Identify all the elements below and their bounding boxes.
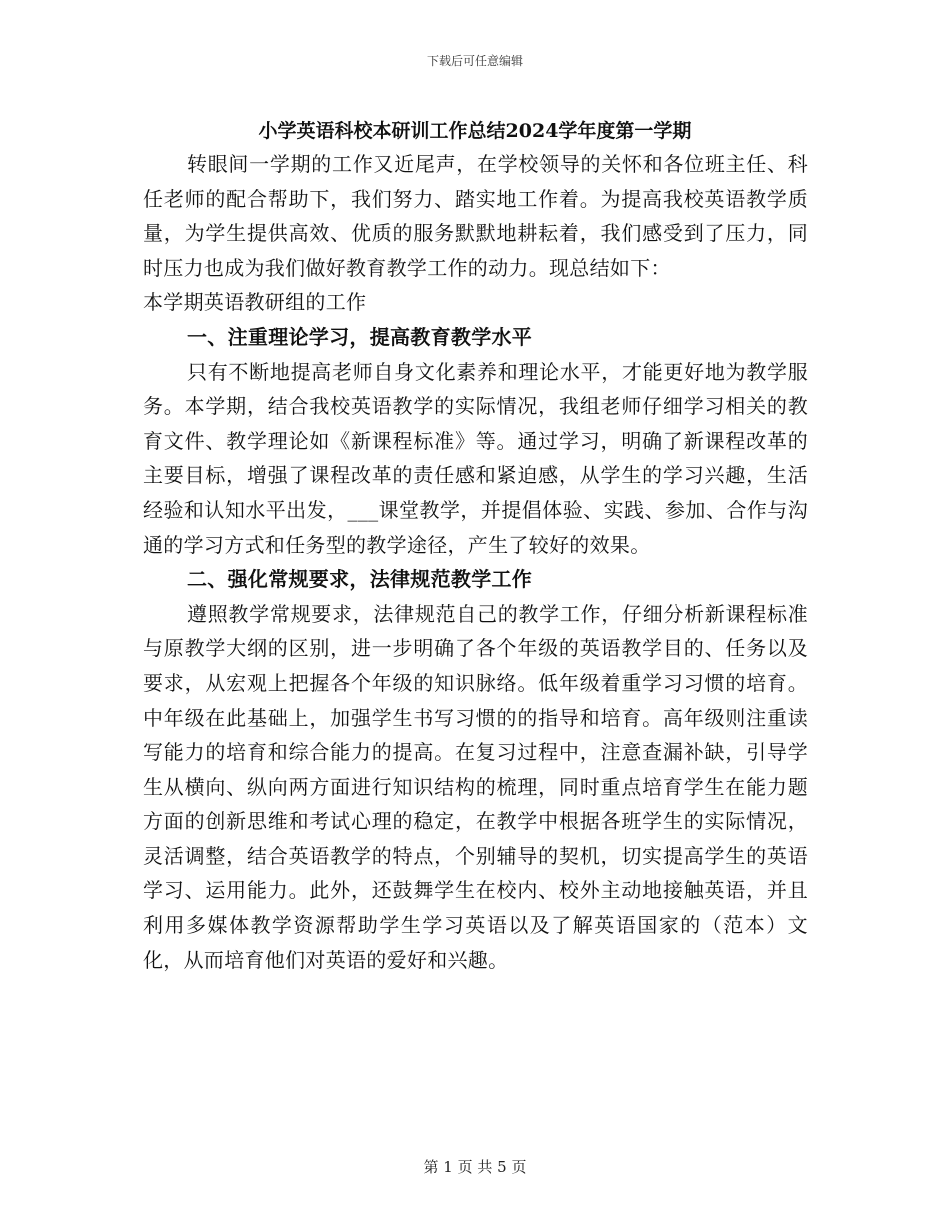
page-footer: 第 1 页 共 5 页	[423, 1158, 527, 1176]
document-title: 小学英语科校本研训工作总结2024学年度第一学期	[258, 120, 692, 142]
intro-tail-paragraph: 本学期英语教研组的工作	[143, 290, 367, 315]
header-note: 下载后可任意编辑	[426, 54, 523, 68]
document-body	[143, 147, 808, 977]
section-heading-1: 一、注重理论学习，提高教育教学水平	[187, 324, 533, 349]
section-2-paragraph: 遵照教学常规要求，法律规范自己的教学工作，仔细分析新课程标准与原教学大纲的区别，进一步明确了各个年级的英语教学目的、任务以及要求，从宏观上把握各个年级的知识脉络。低年级着重学习习惯的培育。中年级在此基础上，加强学生书写习惯的的指导和培育。高年级则注重读写能力的培育和综合能力的提高。在复习过程中，注意查漏补缺，引导学生从横向、纵向两方面进行知识结构的梳理，同时重点培育学生在能力题方面的创新思维和考试心理的稳定，在教学中根据各班学生的实际情况，灵活调整，结合英语教学的特点，个别辅导的契机，切实提高学生的英语学习、运用能力。此外，还鼓舞学生在校内、校外主动地接触英语，并且利用多媒体教学资源帮助学生学习英语以及了解英语国家的（范本）文化，从而培育他们对英语的爱好和兴趣。	[143, 601, 808, 972]
section-1-paragraph: 只有不断地提高老师自身文化素养和理论水平，才能更好地为教学服务。本学期，结合我校英语教学的实际情况，我组老师仔细学习相关的教育文件、教学理论如《新课程标准》等。通过学习，明确了新课程改革的主要目标，增强了课程改革的责任感和紧迫感，从学生的学习兴趣，生活经验和认知水平出发，___课堂教学，并提倡体验、实践、参加、合作与沟通的学习方式和任务型的教学途径，产生了较好的效果。	[143, 359, 808, 557]
section-heading-2: 二、强化常规要求，法律规范教学工作	[187, 567, 533, 592]
intro-paragraph: 转眼间一学期的工作又近尾声，在学校领导的关怀和各位班主任、科任老师的配合帮助下，我们努力、踏实地工作着。为提高我校英语教学质量，为学生提供高效、优质的服务默默地耕耘着，我们感受到了压力，同时压力也成为我们做好教育教学工作的动力。现总结如下：	[143, 152, 808, 280]
